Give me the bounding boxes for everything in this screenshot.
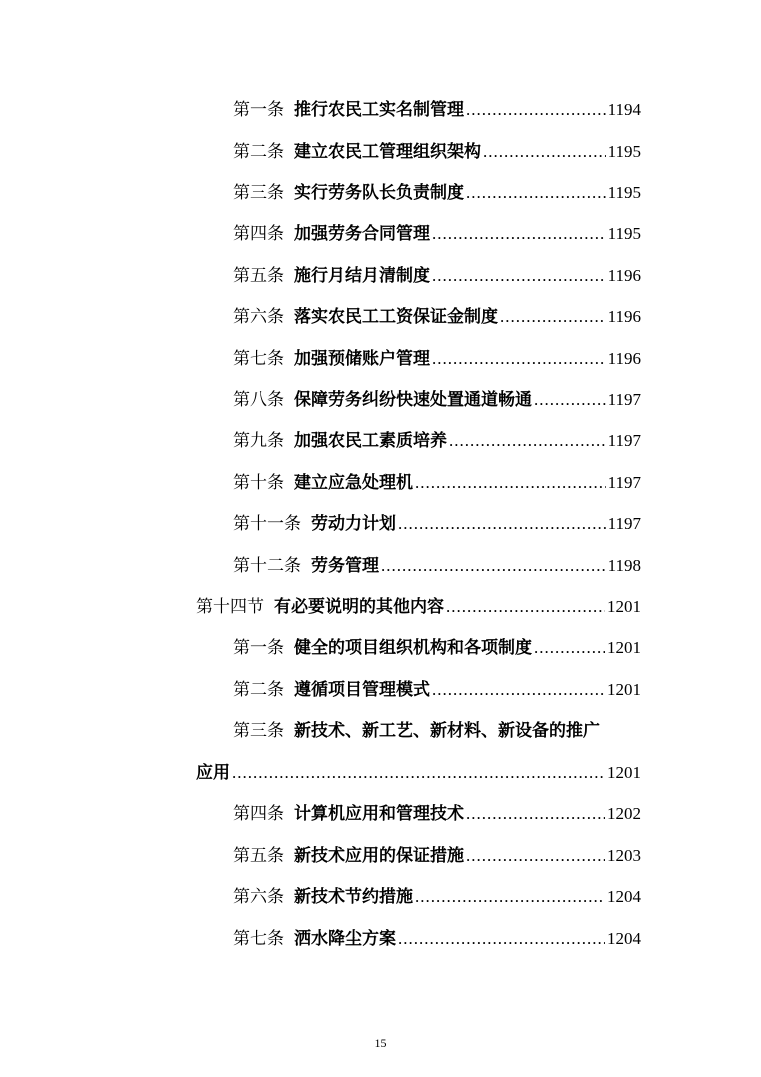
entry-number: 第九条 (233, 431, 284, 451)
toc-section-heading[interactable] (196, 592, 641, 622)
toc-entry[interactable] (233, 137, 641, 167)
toc-entry[interactable] (233, 799, 641, 829)
entry-page-number: 1195 (607, 142, 641, 161)
entry-number: 第五条 (233, 266, 284, 286)
entry-number: 第六条 (233, 307, 284, 327)
footer-page-number: 15 (374, 1036, 387, 1050)
toc-entry-wrapped-line1[interactable] (233, 716, 641, 746)
section-title: 有必要说明的其他内容 (274, 597, 444, 617)
dot-leader (415, 882, 605, 912)
entry-title: 建立农民工管理组织架构 (294, 142, 481, 162)
entry-page-number: 1196 (607, 349, 641, 368)
dot-leader (466, 841, 605, 871)
entry-page-number: 1197 (607, 514, 641, 533)
entry-title: 实行劳务队长负责制度 (294, 183, 464, 203)
toc-entry[interactable] (233, 675, 641, 705)
toc-entry[interactable] (233, 302, 641, 332)
toc-entry[interactable] (233, 344, 641, 374)
toc-entry[interactable] (233, 95, 641, 125)
entry-title: 新技术应用的保证措施 (294, 846, 464, 866)
dot-leader (446, 592, 605, 622)
toc-entry[interactable] (233, 219, 641, 249)
entry-page-number: 1201 (607, 763, 641, 782)
entry-page-number: 1196 (607, 307, 641, 326)
entry-number: 第三条 (233, 183, 284, 203)
toc-entry[interactable] (233, 468, 641, 498)
entry-number: 第十条 (233, 473, 284, 493)
entry-title: 加强预储账户管理 (294, 349, 430, 369)
entry-page-number: 1194 (607, 100, 641, 119)
toc-entry[interactable] (233, 551, 641, 581)
dot-leader (466, 799, 605, 829)
entry-title: 新技术、新工艺、新材料、新设备的推广 (294, 721, 600, 741)
dot-leader (398, 924, 605, 954)
toc-entry[interactable] (233, 509, 641, 539)
dot-leader (449, 426, 606, 456)
entry-title: 遵循项目管理模式 (294, 680, 430, 700)
toc-entry[interactable] (233, 178, 641, 208)
entry-page-number: 1197 (607, 473, 641, 492)
dot-leader (466, 95, 606, 125)
dot-leader (398, 509, 606, 539)
entry-number: 第一条 (233, 638, 284, 658)
entry-page-number: 1195 (607, 224, 641, 243)
entry-number: 第八条 (233, 390, 284, 410)
entry-number: 第四条 (233, 804, 284, 824)
dot-leader (500, 302, 606, 332)
entry-number: 第十一条 (233, 514, 301, 534)
entry-page-number: 1203 (607, 846, 641, 865)
dot-leader (534, 633, 605, 663)
section-page-number: 1201 (607, 597, 641, 616)
entry-number: 第七条 (233, 929, 284, 949)
entry-title: 施行月结月清制度 (294, 266, 430, 286)
section-number: 第十四节 (196, 597, 264, 617)
entry-title: 推行农民工实名制管理 (294, 100, 464, 120)
entry-page-number: 1195 (607, 183, 641, 202)
entry-page-number: 1197 (607, 431, 641, 450)
dot-leader (381, 551, 606, 581)
dot-leader (483, 137, 606, 167)
entry-page-number: 1204 (607, 929, 641, 948)
entry-title: 计算机应用和管理技术 (294, 804, 464, 824)
entry-number: 第二条 (233, 142, 284, 162)
entry-page-number: 1201 (607, 680, 641, 699)
dot-leader (232, 758, 605, 788)
entry-number: 第五条 (233, 846, 284, 866)
entry-title: 加强劳务合同管理 (294, 224, 430, 244)
toc-entry[interactable] (233, 426, 641, 456)
dot-leader (466, 178, 606, 208)
entry-title: 落实农民工工资保证金制度 (294, 307, 498, 327)
dot-leader (534, 385, 606, 415)
entry-number: 第七条 (233, 349, 284, 369)
toc-entry[interactable] (233, 841, 641, 871)
toc-entry[interactable] (233, 261, 641, 291)
entry-number: 第四条 (233, 224, 284, 244)
toc-entry-wrapped-line2[interactable] (196, 758, 641, 788)
entry-page-number: 1204 (607, 887, 641, 906)
entry-title: 保障劳务纠纷快速处置通道畅通 (294, 390, 532, 410)
entry-title: 新技术节约措施 (294, 887, 413, 907)
entry-number: 第二条 (233, 680, 284, 700)
toc-entry[interactable] (233, 882, 641, 912)
entry-number: 第三条 (233, 721, 284, 741)
entry-number: 第十二条 (233, 556, 301, 576)
toc-entry[interactable] (233, 385, 641, 415)
toc-entry[interactable] (233, 633, 641, 663)
entry-page-number: 1202 (607, 804, 641, 823)
entry-title: 洒水降尘方案 (294, 929, 396, 949)
entry-page-number: 1196 (607, 266, 641, 285)
entry-title-continuation: 应用 (196, 763, 230, 783)
entry-number: 第一条 (233, 100, 284, 120)
entry-title: 健全的项目组织机构和各项制度 (294, 638, 532, 658)
toc-entry[interactable] (233, 924, 641, 954)
entry-title: 劳动力计划 (311, 514, 396, 534)
entry-title: 加强农民工素质培养 (294, 431, 447, 451)
dot-leader (415, 468, 606, 498)
entry-page-number: 1198 (607, 556, 641, 575)
dot-leader (432, 344, 606, 374)
dot-leader (432, 219, 606, 249)
entry-page-number: 1201 (607, 638, 641, 657)
entry-title: 建立应急处理机 (294, 473, 413, 493)
entry-title: 劳务管理 (311, 556, 379, 576)
dot-leader (432, 261, 606, 291)
entry-page-number: 1197 (607, 390, 641, 409)
entry-number: 第六条 (233, 887, 284, 907)
dot-leader (432, 675, 605, 705)
